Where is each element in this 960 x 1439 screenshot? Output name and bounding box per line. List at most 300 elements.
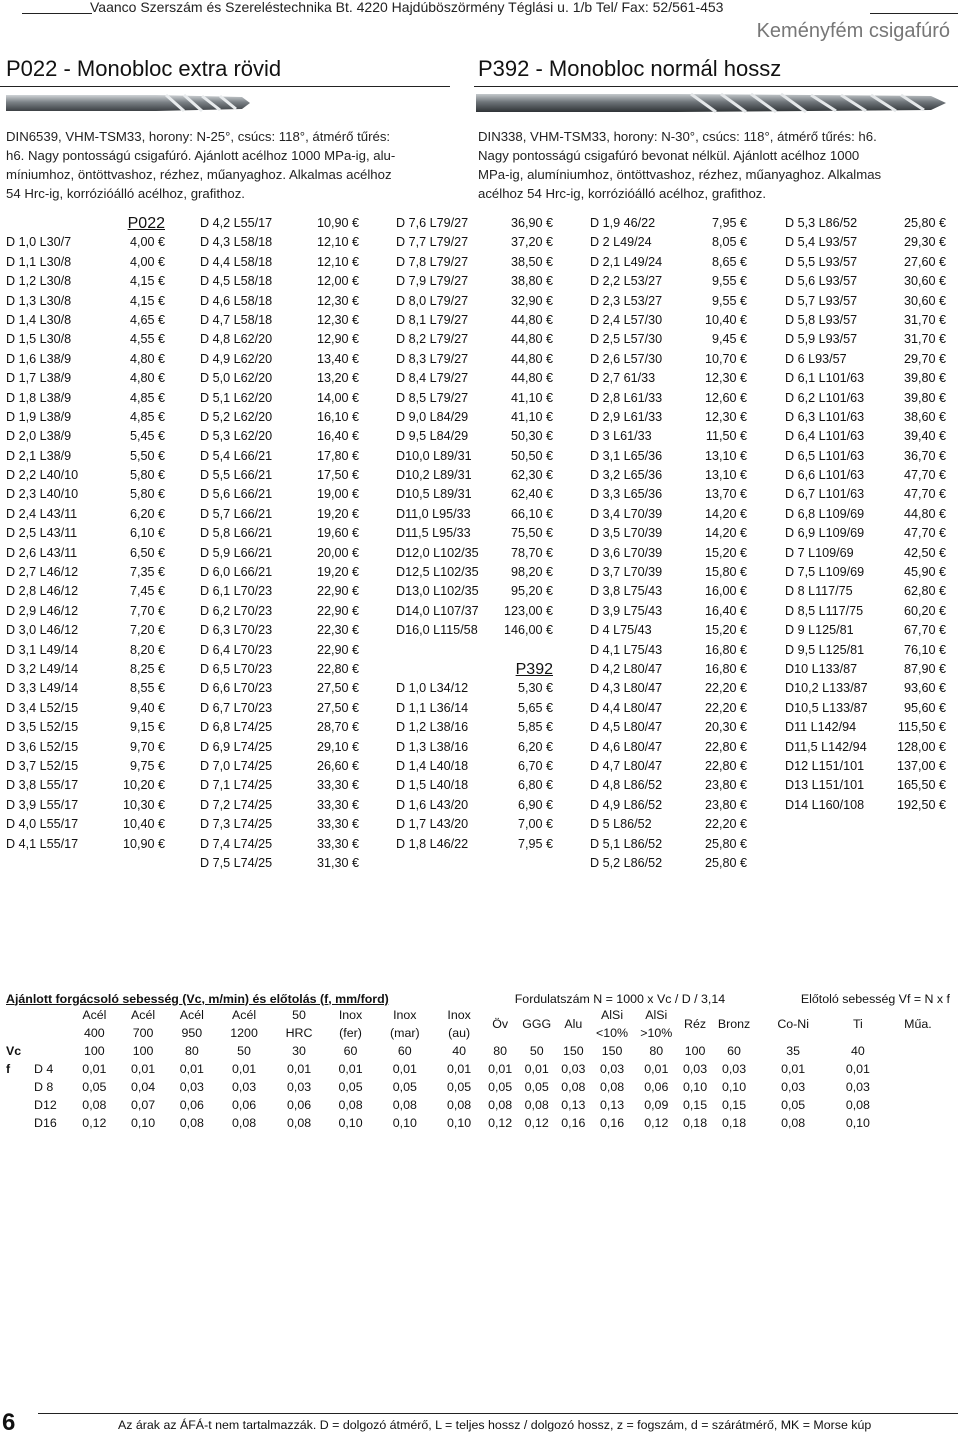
drill-size: D 7,7 L79/27 bbox=[396, 235, 469, 250]
price-row bbox=[785, 776, 946, 795]
price: 4,80 € bbox=[129, 351, 165, 366]
price: 47,70 € bbox=[903, 487, 946, 502]
price-row bbox=[396, 776, 553, 795]
drill-size: D 8,5 L117/75 bbox=[785, 603, 864, 618]
price: 23,80 € bbox=[704, 797, 747, 812]
price: 5,30 € bbox=[517, 681, 553, 696]
price: 9,40 € bbox=[129, 700, 165, 715]
price: 14,20 € bbox=[704, 506, 747, 521]
price-row bbox=[785, 524, 946, 543]
material-header: AlSi bbox=[645, 1008, 668, 1022]
price: 12,10 € bbox=[316, 254, 359, 269]
feed-value: 0,12 bbox=[488, 1116, 513, 1130]
price: 8,20 € bbox=[129, 642, 165, 657]
drill-size: D 1,1 L36/14 bbox=[396, 700, 469, 715]
price-row bbox=[785, 738, 946, 757]
price-row bbox=[6, 660, 165, 679]
price: 16,80 € bbox=[704, 642, 747, 657]
feed-value: 0,05 bbox=[781, 1098, 806, 1112]
feed-value bbox=[886, 1060, 950, 1078]
feed-value: 0,08 bbox=[447, 1098, 472, 1112]
drill-size: D12,5 L102/35 bbox=[396, 565, 479, 580]
price-row bbox=[785, 214, 946, 233]
price-row bbox=[396, 602, 553, 621]
price-row bbox=[785, 408, 946, 427]
price-column bbox=[6, 214, 165, 854]
price: 22,20 € bbox=[704, 681, 747, 696]
drill-size: D 6,9 L109/69 bbox=[785, 526, 865, 541]
drill-size: D 4,5 L58/18 bbox=[200, 274, 273, 289]
drill-size: D13,0 L102/35 bbox=[396, 584, 479, 599]
drill-size: D 4,1 L55/17 bbox=[6, 836, 79, 851]
feed-value: 0,12 bbox=[524, 1116, 549, 1130]
drill-size: D 2,2 L40/10 bbox=[6, 468, 79, 483]
vc-value: 80 bbox=[493, 1044, 508, 1058]
product-title-p022: P022 - Monobloc extra rövid bbox=[6, 56, 282, 81]
price-row bbox=[590, 757, 747, 776]
category-title: Keményfém csigafúró bbox=[756, 20, 950, 42]
price: 23,80 € bbox=[704, 778, 747, 793]
price: 45,90 € bbox=[903, 565, 946, 580]
price-row bbox=[590, 311, 747, 330]
feed-value: 0,05 bbox=[82, 1080, 107, 1094]
drill-size: D 1,6 L43/20 bbox=[396, 797, 469, 812]
price: 6,80 € bbox=[517, 778, 553, 793]
price: 44,80 € bbox=[510, 332, 553, 347]
cutting-speed-table bbox=[6, 991, 950, 1132]
material-subheader: 1200 bbox=[230, 1026, 258, 1040]
drill-size: D 4,0 L55/17 bbox=[6, 817, 79, 832]
price-row bbox=[6, 311, 165, 330]
price: 8,05 € bbox=[711, 235, 747, 250]
price-row bbox=[785, 679, 946, 698]
price: 33,30 € bbox=[316, 778, 359, 793]
feed-value: 0,01 bbox=[781, 1062, 806, 1076]
company-header bbox=[0, 0, 960, 15]
price-row bbox=[200, 524, 359, 543]
price: 6,20 € bbox=[129, 506, 165, 521]
price: 30,60 € bbox=[903, 274, 946, 289]
vc-value: 150 bbox=[601, 1044, 623, 1058]
price: 44,80 € bbox=[510, 371, 553, 386]
price-row bbox=[590, 427, 747, 446]
price-row bbox=[785, 718, 946, 737]
drill-size: D 5,7 L66/21 bbox=[200, 506, 273, 521]
price: 146,00 € bbox=[503, 623, 553, 638]
price-row bbox=[200, 389, 359, 408]
drill-size: D 3,1 L49/14 bbox=[6, 642, 79, 657]
drill-size: D 2,9 L46/12 bbox=[6, 603, 79, 618]
price-row bbox=[396, 582, 553, 601]
drill-size: D 6,6 L70/23 bbox=[200, 681, 273, 696]
feed-value: 0,01 bbox=[338, 1062, 363, 1076]
price: 5,50 € bbox=[129, 448, 165, 463]
feed-value: 0,10 bbox=[131, 1116, 156, 1130]
price: 47,70 € bbox=[903, 468, 946, 483]
drill-size: D14,0 L107/37 bbox=[396, 603, 479, 618]
drill-size: D 2 L49/24 bbox=[590, 235, 652, 250]
feed-value: 0,12 bbox=[82, 1116, 107, 1130]
price-column bbox=[396, 214, 553, 854]
vc-value: 80 bbox=[184, 1044, 199, 1058]
drill-size: D16,0 L115/58 bbox=[396, 623, 478, 638]
price-row bbox=[590, 835, 747, 854]
feed-value: 0,05 bbox=[524, 1080, 549, 1094]
price-row bbox=[396, 427, 553, 446]
vc-value: 50 bbox=[237, 1044, 251, 1058]
price: 22,20 € bbox=[704, 817, 747, 832]
price: 7,00 € bbox=[517, 817, 553, 832]
price-row bbox=[590, 350, 747, 369]
drill-size: D 8 L117/75 bbox=[785, 584, 853, 599]
price: 10,90 € bbox=[122, 836, 165, 851]
price: 95,20 € bbox=[510, 584, 553, 599]
vc-value: 60 bbox=[343, 1044, 358, 1058]
price-row bbox=[785, 369, 946, 388]
price: 22,30 € bbox=[316, 623, 359, 638]
feed-value: 0,03 bbox=[179, 1080, 204, 1094]
product-description-p022 bbox=[6, 127, 456, 203]
price: 44,80 € bbox=[510, 351, 553, 366]
price-row bbox=[590, 738, 747, 757]
price: 4,85 € bbox=[129, 390, 165, 405]
price: 17,50 € bbox=[316, 468, 359, 483]
material-header: GGG bbox=[522, 1017, 552, 1031]
price-row bbox=[396, 369, 553, 388]
drill-size: D 5,5 L66/21 bbox=[200, 468, 273, 483]
price: 15,20 € bbox=[704, 623, 747, 638]
price: 87,90 € bbox=[903, 661, 946, 676]
price: 30,60 € bbox=[903, 293, 946, 308]
feed-value: 0,01 bbox=[644, 1062, 669, 1076]
price: 12,30 € bbox=[704, 409, 747, 424]
price: 4,65 € bbox=[129, 312, 165, 327]
price-row bbox=[200, 563, 359, 582]
price-row bbox=[396, 311, 553, 330]
price-column bbox=[200, 214, 359, 873]
desc-line: DIN6539, VHM-TSM33, horony: N-25°, csúcs: 118°, átmérő tűrés: bbox=[6, 129, 391, 144]
price: 36,90 € bbox=[510, 216, 553, 230]
drill-size: D 7,0 L74/25 bbox=[200, 758, 273, 773]
drill-size: D 3,4 L52/15 bbox=[6, 700, 79, 715]
drill-size: D 6,4 L101/63 bbox=[785, 429, 865, 444]
price: 29,70 € bbox=[903, 351, 946, 366]
drill-size: D 6,7 L70/23 bbox=[200, 700, 273, 715]
price-row bbox=[785, 582, 946, 601]
drill-size: D 3,2 L49/14 bbox=[6, 661, 79, 676]
price: 67,70 € bbox=[903, 623, 946, 638]
drill-size: D 5,6 L66/21 bbox=[200, 487, 273, 502]
feed-value: 0,01 bbox=[392, 1062, 417, 1076]
drill-size: D 6,6 L101/63 bbox=[785, 468, 865, 483]
diameter-label: D 8 bbox=[34, 1080, 54, 1094]
drill-size: D11,5 L142/94 bbox=[785, 739, 867, 754]
price-row bbox=[200, 544, 359, 563]
feed-value: 0,10 bbox=[721, 1080, 747, 1094]
price: 13,10 € bbox=[704, 448, 747, 463]
price: 19,20 € bbox=[316, 565, 359, 580]
drill-size: D 6,2 L70/23 bbox=[200, 603, 273, 618]
price-row bbox=[6, 563, 165, 582]
price: 13,20 € bbox=[316, 371, 359, 386]
price-row bbox=[6, 447, 165, 466]
price-row bbox=[590, 485, 747, 504]
drill-size: D 6,8 L74/25 bbox=[200, 720, 273, 735]
price-row bbox=[200, 854, 359, 873]
drill-size: D 9,5 L125/81 bbox=[785, 642, 865, 657]
price: 9,55 € bbox=[711, 274, 747, 289]
price: 93,60 € bbox=[903, 681, 946, 696]
price-row bbox=[396, 679, 553, 698]
column-gap bbox=[396, 641, 553, 660]
drill-size: D 1,1 L30/8 bbox=[6, 254, 72, 269]
price: 33,30 € bbox=[316, 797, 359, 812]
price-row bbox=[590, 815, 747, 834]
price: 4,80 € bbox=[129, 371, 165, 386]
feed-value: 0,01 bbox=[179, 1062, 204, 1076]
price: 44,80 € bbox=[903, 506, 946, 521]
price: 47,70 € bbox=[903, 526, 946, 541]
price: 5,65 € bbox=[517, 700, 553, 715]
price-row bbox=[785, 485, 946, 504]
feed-value: 0,15 bbox=[721, 1098, 747, 1112]
price-row bbox=[590, 563, 747, 582]
price-row bbox=[200, 505, 359, 524]
price: 9,75 € bbox=[129, 758, 165, 773]
price: 4,55 € bbox=[129, 332, 165, 347]
price-row bbox=[396, 253, 553, 272]
price: 38,80 € bbox=[510, 274, 553, 289]
header-rule-right bbox=[870, 13, 958, 14]
drill-size: D 4,8 L62/20 bbox=[200, 332, 273, 347]
drill-size: D 2,6 L57/30 bbox=[590, 351, 663, 366]
drill-size: D 8,5 L79/27 bbox=[396, 390, 469, 405]
price: 10,30 € bbox=[122, 797, 165, 812]
feed-value: 0,03 bbox=[232, 1080, 257, 1094]
feed-value bbox=[886, 1096, 950, 1114]
drill-size: D 4,7 L80/47 bbox=[590, 758, 663, 773]
price: 10,90 € bbox=[316, 216, 359, 230]
price-row bbox=[6, 544, 165, 563]
page-number: 6 bbox=[2, 1409, 16, 1436]
price: 6,90 € bbox=[517, 797, 553, 812]
vc-value: 100 bbox=[84, 1044, 105, 1058]
feed-value: 0,01 bbox=[286, 1062, 312, 1076]
price-row bbox=[396, 485, 553, 504]
drill-size: D 6,2 L101/63 bbox=[785, 390, 865, 405]
desc-line: h6. Nagy pontosságú csigafúró. Ajánlott acélhoz 1000 MPa-ig, alu- bbox=[6, 148, 396, 163]
price-column bbox=[785, 214, 946, 815]
price: 27,50 € bbox=[316, 681, 359, 696]
price-row bbox=[200, 796, 359, 815]
drill-size: D 3,5 L70/39 bbox=[590, 526, 663, 541]
drill-size: D 1,4 L30/8 bbox=[6, 312, 72, 327]
drill-size: D 3,0 L46/12 bbox=[6, 623, 79, 638]
drill-size: D10,5 L89/31 bbox=[396, 487, 472, 502]
price-row bbox=[396, 738, 553, 757]
feed-value: 0,03 bbox=[721, 1062, 747, 1076]
price-row bbox=[785, 350, 946, 369]
price-row bbox=[785, 699, 946, 718]
price: 25,80 € bbox=[903, 216, 946, 230]
price: 27,50 € bbox=[316, 700, 359, 715]
price-row bbox=[590, 408, 747, 427]
price-row bbox=[200, 835, 359, 854]
feed-value: 0,08 bbox=[82, 1098, 107, 1112]
vc-value: 50 bbox=[529, 1044, 544, 1058]
drill-size: D 4,1 L75/43 bbox=[590, 642, 663, 657]
price-row bbox=[6, 292, 165, 311]
price-row bbox=[785, 272, 946, 291]
price: 26,60 € bbox=[316, 758, 359, 773]
price-row bbox=[396, 350, 553, 369]
drill-size: D 3,7 L52/15 bbox=[6, 758, 79, 773]
feed-value: 0,18 bbox=[721, 1116, 747, 1130]
feed-value: 0,09 bbox=[644, 1098, 669, 1112]
drill-size: D 1,6 L38/9 bbox=[6, 351, 72, 366]
drill-size: D 3,9 L55/17 bbox=[6, 797, 79, 812]
price-row bbox=[590, 466, 747, 485]
price: 25,80 € bbox=[704, 855, 747, 870]
price: 6,70 € bbox=[517, 758, 553, 773]
price-row bbox=[200, 776, 359, 795]
feed-value: 0,13 bbox=[600, 1098, 625, 1112]
drill-size: D 6,3 L101/63 bbox=[785, 409, 865, 424]
feed-value: 0,08 bbox=[845, 1098, 870, 1112]
price: 31,70 € bbox=[903, 312, 946, 327]
drill-size: D 5,9 L93/57 bbox=[785, 332, 858, 347]
drill-size: D14 L160/108 bbox=[785, 797, 865, 812]
price-row bbox=[785, 563, 946, 582]
price: 20,30 € bbox=[704, 720, 747, 735]
drill-size: D 1,5 L30/8 bbox=[6, 332, 72, 347]
feed-value bbox=[886, 1078, 950, 1096]
price: 38,50 € bbox=[510, 254, 553, 269]
drill-size: D 2,0 L38/9 bbox=[6, 429, 72, 444]
feed-value: 0,01 bbox=[232, 1062, 257, 1076]
price-row bbox=[200, 447, 359, 466]
drill-size: D 2,6 L43/11 bbox=[6, 545, 78, 560]
price-row bbox=[200, 292, 359, 311]
price-row bbox=[785, 544, 946, 563]
drill-bit-icon bbox=[476, 89, 946, 117]
feed-value: 0,15 bbox=[682, 1098, 708, 1112]
drill-size: D 7,3 L74/25 bbox=[200, 817, 273, 832]
material-subheader: 700 bbox=[132, 1026, 154, 1040]
drill-size: D 7,1 L74/25 bbox=[200, 778, 273, 793]
price-row bbox=[6, 602, 165, 621]
price-row bbox=[6, 776, 165, 795]
material-subheader: >10% bbox=[640, 1026, 673, 1040]
material-header: Acél bbox=[131, 1008, 156, 1022]
price-row bbox=[200, 485, 359, 504]
price: 27,60 € bbox=[903, 254, 946, 269]
price: 9,45 € bbox=[711, 332, 747, 347]
feed-value: 0,08 bbox=[392, 1098, 417, 1112]
feed-value: 0,08 bbox=[488, 1098, 513, 1112]
drill-size: D 3,5 L52/15 bbox=[6, 720, 79, 735]
price: 12,00 € bbox=[316, 274, 359, 289]
price-row bbox=[785, 621, 946, 640]
desc-line: 54 Hrc-ig, korrózióálló acélhoz, grafithoz. bbox=[6, 186, 245, 201]
drill-size: D 1,0 L34/12 bbox=[396, 681, 469, 696]
price-row bbox=[6, 233, 165, 252]
price-row bbox=[6, 796, 165, 815]
price-row bbox=[6, 621, 165, 640]
material-header: Co-Ni bbox=[777, 1017, 809, 1031]
price-row bbox=[6, 641, 165, 660]
drill-size: D 5,4 L66/21 bbox=[200, 448, 273, 463]
price: 41,10 € bbox=[510, 409, 553, 424]
drill-size: D 2,7 L46/12 bbox=[6, 565, 79, 580]
price-row bbox=[200, 602, 359, 621]
drill-size: D 1,9 46/22 bbox=[590, 216, 656, 230]
price-row bbox=[200, 641, 359, 660]
drill-size: D12 L151/101 bbox=[785, 758, 865, 773]
price: 5,80 € bbox=[129, 468, 165, 483]
price: 7,95 € bbox=[711, 216, 747, 230]
drill-size: D 1,7 L43/20 bbox=[396, 817, 469, 832]
price: 12,90 € bbox=[316, 332, 359, 347]
price-row bbox=[6, 505, 165, 524]
drill-size: D 4,9 L62/20 bbox=[200, 351, 273, 366]
price: 98,20 € bbox=[510, 565, 553, 580]
price-row bbox=[200, 369, 359, 388]
price: 12,10 € bbox=[316, 235, 359, 250]
price-row bbox=[590, 369, 747, 388]
vc-value: 35 bbox=[786, 1044, 801, 1058]
feed-value: 0,04 bbox=[131, 1080, 156, 1094]
drill-size: D 6,4 L70/23 bbox=[200, 642, 273, 657]
feed-value: 0,03 bbox=[600, 1062, 625, 1076]
price: 22,90 € bbox=[316, 603, 359, 618]
drill-size: D 3,6 L70/39 bbox=[590, 545, 663, 560]
price: 15,80 € bbox=[704, 565, 747, 580]
drill-size: D 7,8 L79/27 bbox=[396, 254, 469, 269]
price-row bbox=[590, 524, 747, 543]
price: 28,70 € bbox=[316, 720, 359, 735]
drill-size: D 6,9 L74/25 bbox=[200, 739, 273, 754]
drill-size: D 1,8 L46/22 bbox=[396, 836, 469, 851]
drill-size: D 5,8 L66/21 bbox=[200, 526, 273, 541]
drill-size: D 1,2 L30/8 bbox=[6, 274, 72, 289]
price-row bbox=[785, 757, 946, 776]
drill-size: D 6,1 L70/23 bbox=[200, 584, 273, 599]
feed-value: 0,08 bbox=[179, 1116, 204, 1130]
price-row bbox=[785, 466, 946, 485]
price: 39,40 € bbox=[903, 429, 946, 444]
feed-value: 0,06 bbox=[232, 1098, 257, 1112]
price: 22,80 € bbox=[316, 661, 359, 676]
price: 8,65 € bbox=[711, 254, 747, 269]
drill-size: D 4,8 L86/52 bbox=[590, 778, 663, 793]
material-header: Inox bbox=[447, 1008, 471, 1022]
price: 10,20 € bbox=[122, 778, 165, 793]
drill-size: D 5,5 L93/57 bbox=[785, 254, 858, 269]
drill-size: D 4,9 L86/52 bbox=[590, 797, 663, 812]
drill-size: D11 L142/94 bbox=[785, 720, 857, 735]
material-header: Acél bbox=[232, 1008, 257, 1022]
material-header: Műa. bbox=[904, 1017, 932, 1031]
rpm-formula: Fordulatszám N = 1000 x Vc / D / 3,14 bbox=[514, 991, 726, 1006]
feed-value: 0,01 bbox=[82, 1062, 107, 1076]
vc-value: 80 bbox=[649, 1044, 664, 1058]
drill-size: D 2,4 L43/11 bbox=[6, 506, 78, 521]
feed-value: 0,03 bbox=[781, 1080, 806, 1094]
drill-size: D 5,7 L93/57 bbox=[785, 293, 858, 308]
price-row bbox=[785, 233, 946, 252]
price-row bbox=[200, 660, 359, 679]
